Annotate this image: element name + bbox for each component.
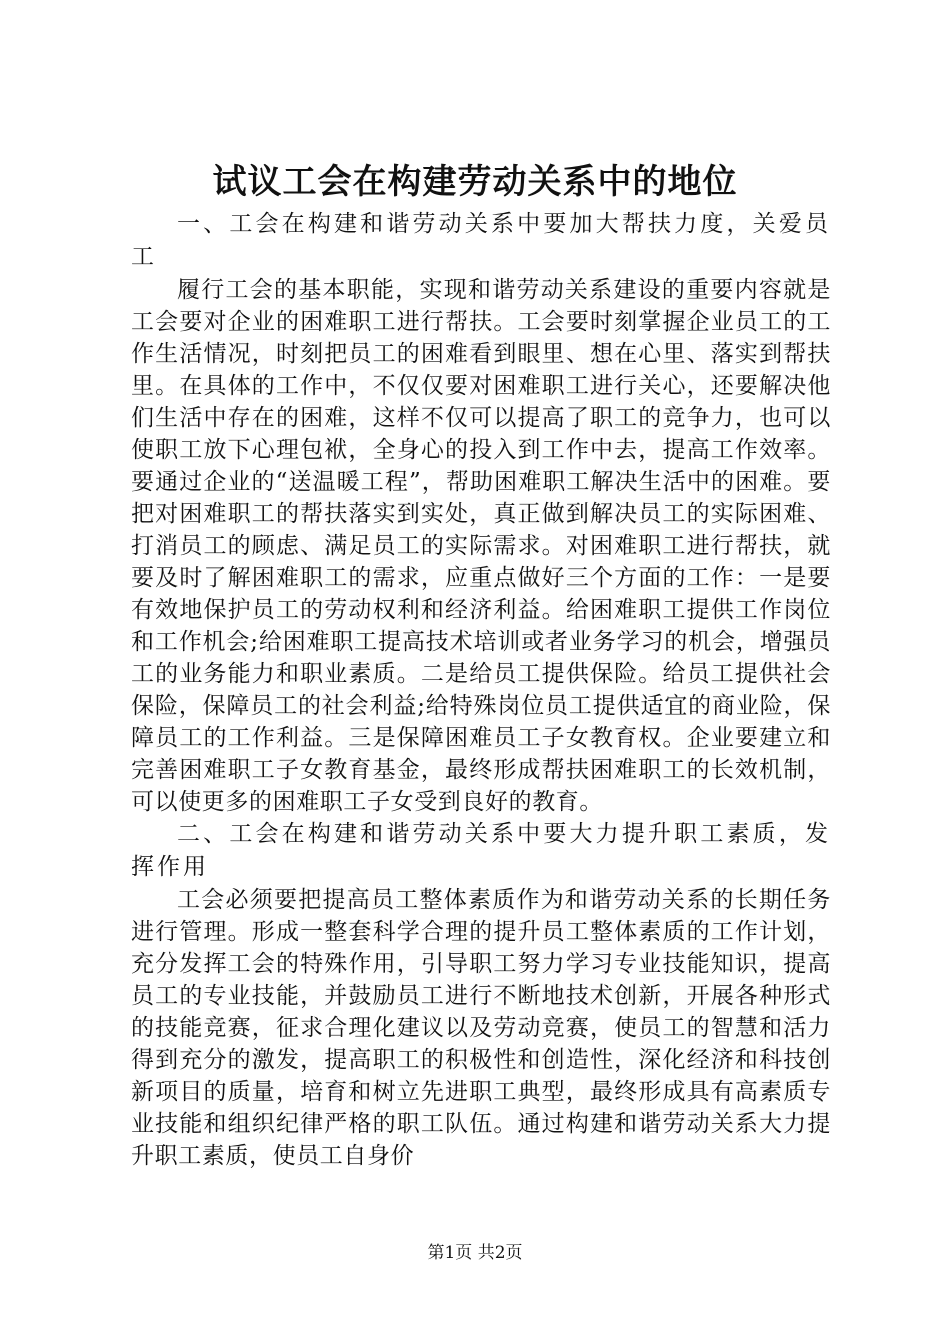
body-paragraph-1: 履行工会的基本职能，实现和谐劳动关系建设的重要内容就是工会要对企业的困难职工进行帮扶。工会要时刻掌握企业员工的工作生活情况，时刻把员工的困难看到眼里、想在心里、落实到帮扶里。在具体的工作中，不仅仅要对困难职工进行关心，还要解决他们生活中存在的困难，这样不仅可以提高了职工的竞争力，也可以使职工放下心理包袱，全身心的投入到工作中去，提高工作效率。要通过企业的“送温暖工程”，帮助困难职工解决生活中的困难。要把对困难职工的帮扶落实到实处，真正做到解决员工的实际困难、打消员工的顾虑、满足员工的实际需求。对困难职工进行帮扶，就要及时了解困难职工的需求，应重点做好三个方面的工作：一是要有效地保护员工的劳动权利和经济利益。给困难职工提供工作岗位和工作机会;给困难职工提高技术培训或者业务学习的机会，增强员工的业务能力和职业素质。二是给员工提供保险。给员工提供社会保险，保障员工的社会利益;给特殊岗位员工提供适宜的商业险，保障员工的工作利益。三是保障困难员工子女教育权。企业要建立和完善困难职工子女教育基金，最终形成帮扶困难职工的长效机制，可以使更多的困难职工子女受到良好的教育。 [131, 277, 831, 815]
section-heading-2: 二、工会在构建和谐劳动关系中要大力提升职工素质，发挥作用 [131, 821, 831, 880]
page-number-footer: 第1页 共2页 [427, 1243, 523, 1263]
body-paragraph-2: 工会必须要把提高员工整体素质作为和谐劳动关系的长期任务进行管理。形成一整套科学合理的提升员工整体素质的工作计划，充分发挥工会的特殊作用，引导职工努力学习专业技能知识，提高员工的专业技能，并鼓励员工进行不断地技术创新，开展各种形式的技能竞赛，征求合理化建议以及劳动竞赛，使员工的智慧和活力得到充分的激发，提高职工的积极性和创造性，深化经济和科技创新项目的质量，培育和树立先进职工典型，最终形成具有高素质专业技能和组织纪律严格的职工队伍。通过构建和谐劳动关系大力提升职工素质，使员工自身价 [131, 887, 831, 1169]
section-heading-1: 一、工会在构建和谐劳动关系中要加大帮扶力度，关爱员工 [131, 211, 831, 270]
document-title: 试议工会在构建劳动关系中的地位 [212, 162, 738, 202]
document-body [131, 208, 831, 1172]
